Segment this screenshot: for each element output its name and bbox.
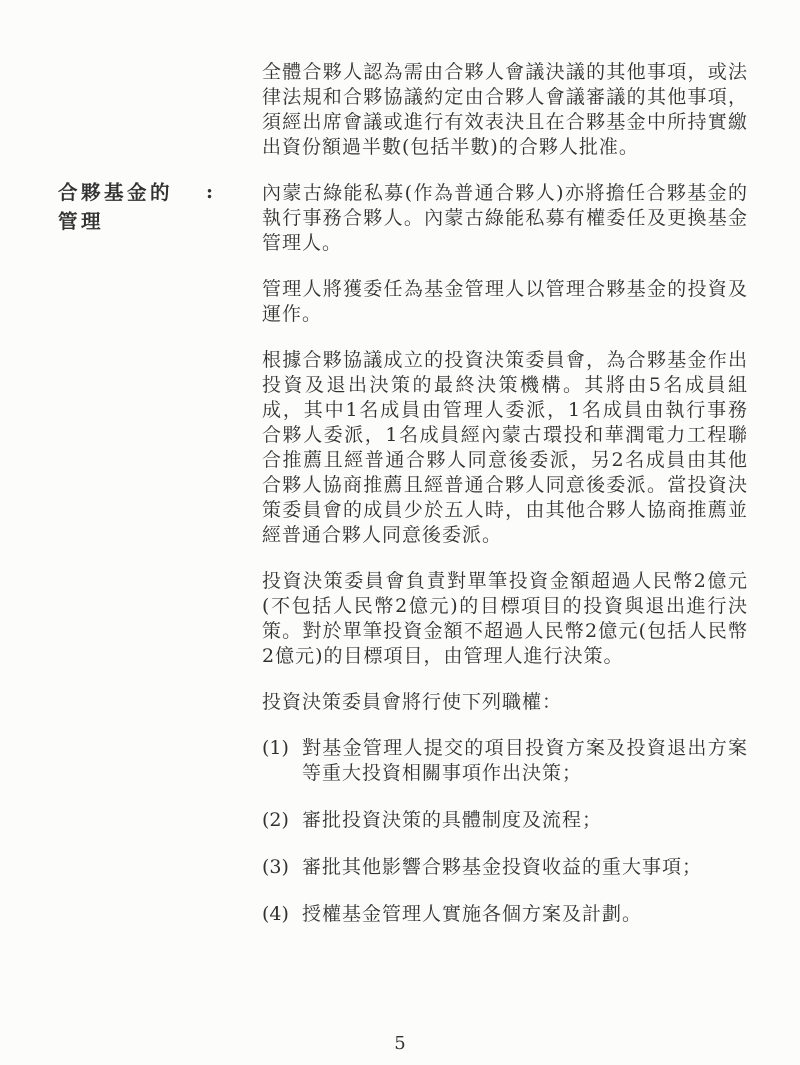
section-heading-line2: 管理 xyxy=(58,210,105,233)
item-text: 審批投資決策的具體制度及流程； xyxy=(302,809,603,831)
numbered-item xyxy=(262,902,748,927)
page-number: 5 xyxy=(394,1033,406,1054)
item-number: (2) xyxy=(262,809,289,831)
item-number: (1) xyxy=(262,737,289,759)
section-heading xyxy=(58,178,208,236)
numbered-item xyxy=(262,855,748,880)
item-text: 審批其他影響合夥基金投資收益的重大事項； xyxy=(302,856,703,878)
paragraph-investment-committee: 根據合夥協議成立的投資決策委員會，為合夥基金作出投資及退出決策的最終決策機構。其將由5名成員組成，其中1名成員由管理人委派，1名成員由執行事務合夥人委派，1名成員經內蒙古環投和華潤電力工程聯合推薦且經普通合夥人同意後委派，另2名成員由其他合夥人協商推薦且經普通合夥人同意後委派。當投資決策委員會的成員少於五人時，由其他合夥人協商推薦並經普通合夥人同意後委派。 xyxy=(262,349,748,546)
continuation-paragraph: 全體合夥人認為需由合夥人會議決議的其他事項，或法律法規和合夥協議約定由合夥人會議審議的其他事項，須經出席會議或進行有效表決且在合夥基金中所持實繳出資份額過半數(包括半數)的合夥人批准。 xyxy=(262,61,748,158)
section-heading-line1: 合夥基金的 xyxy=(58,181,174,204)
item-number: (3) xyxy=(262,856,289,878)
main-text-column xyxy=(262,60,748,949)
paragraph-gp-appointment: 內蒙古綠能私募(作為普通合夥人)亦將擔任合夥基金的執行事務合夥人。內蒙古綠能私募有權委任及更換基金管理人。 xyxy=(262,182,748,254)
paragraph-decision-threshold: 投資決策委員會負責對單筆投資金額超過人民幣2億元(不包括人民幣2億元)的目標項目的投資與退出進行決策。對於單筆投資金額不超過人民幣2億元(包括人民幣2億元)的目標項目，由管理人進行決策。 xyxy=(262,570,748,667)
section-separator-colon: : xyxy=(206,181,214,203)
item-text: 對基金管理人提交的項目投資方案及投資退出方案等重大投資相關事項作出決策； xyxy=(302,737,748,784)
numbered-item xyxy=(262,808,748,833)
paragraph-manager-appointment: 管理人將獲委任為基金管理人以管理合夥基金的投資及運作。 xyxy=(262,278,748,325)
item-text: 授權基金管理人實施各個方案及計劃。 xyxy=(302,903,643,925)
numbered-item xyxy=(262,736,748,786)
item-number: (4) xyxy=(262,903,289,925)
paragraph-powers-intro: 投資決策委員會將行使下列職權： xyxy=(262,691,563,713)
